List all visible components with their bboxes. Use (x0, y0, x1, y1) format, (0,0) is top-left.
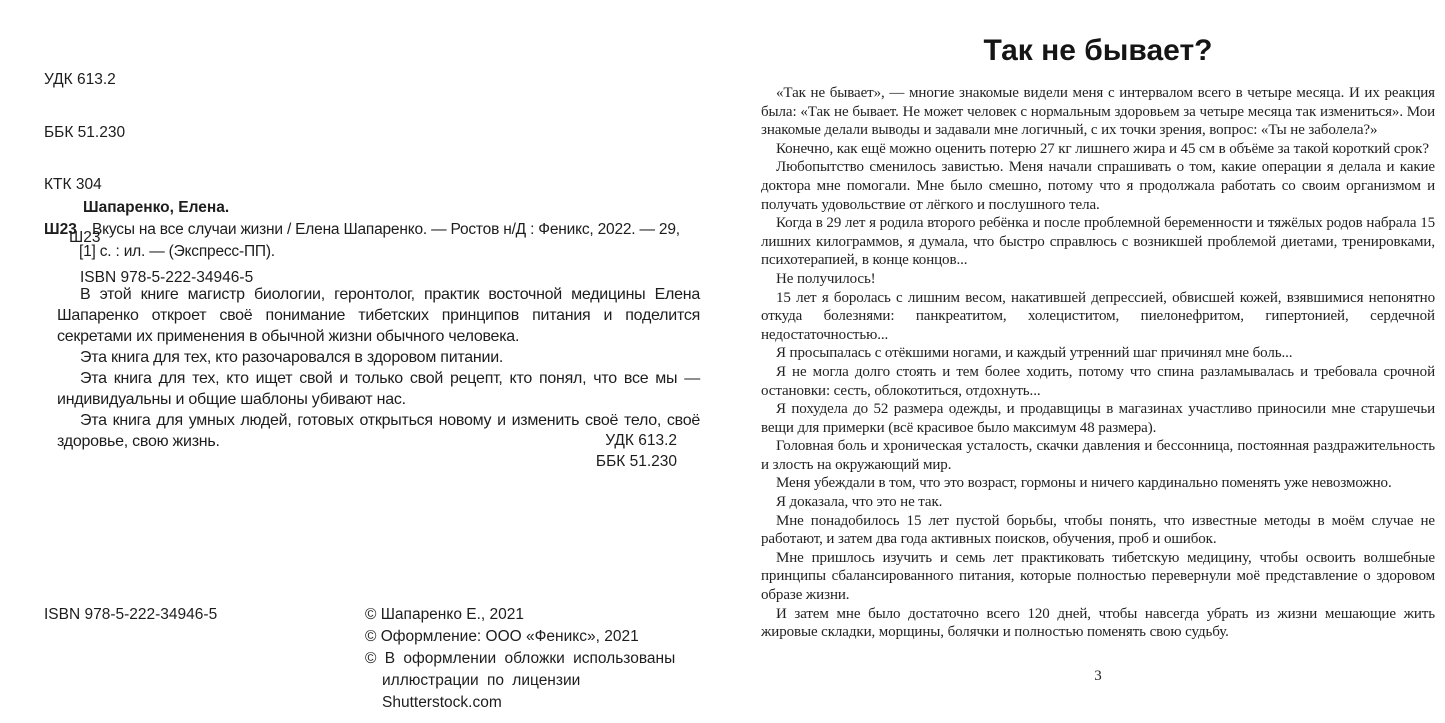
classification-codes-right (0, 430, 677, 472)
udc-code: УДК 613.2 (44, 71, 116, 88)
page-number: 3 (1094, 668, 1102, 684)
isbn-bottom: ISBN 978-5-222-34946-5 (44, 606, 218, 623)
body-paragraph: Головная боль и хроническая усталость, скачки давления и бессонница, постоянная раздражительность и злость на окружающий мир. (761, 438, 1435, 473)
body-paragraph: «Так не бывает», — многие знакомые видели меня с интервалом всего в четыре месяца. И их реакция была: «Так не бывает. Не может человек с нормальным здоровьем за четыре месяца так измениться». Мои знакомые делали выводы и задавали мне логичный, с их точки зрения, вопрос: «Ты не заболела?» (761, 85, 1435, 139)
body-paragraph: Мне понадобилось 15 лет пустой борьбы, чтобы понять, что известные методы в моём случае не работают, и затем два года активных поисков, обучения, проб и ошибок. (761, 512, 1435, 548)
copyright-cover: © В оформлении обложки использованы иллюстрации по лицензии Shutterstock.com (365, 650, 676, 711)
isbn-top: ISBN 978-5-222-34946-5 (80, 269, 254, 286)
body-paragraph: Я просыпалась с отёкшими ногами, и каждый утренний шаг причинял мне боль... (776, 345, 1293, 362)
body-paragraph: Я не могла долго стоять и тем более ходить, потому что спина разламывалась и требовала срочной остановки: сесть, облокотиться, отдохнуть... (761, 363, 1435, 399)
author-heading: Шапаренко, Елена. (83, 199, 230, 216)
annotation-paragraph: Эта книга для тех, кто ищет свой и только свой рецепт, кто понял, что все мы — индивидуальны и общие шаблоны убивают нас. (57, 370, 700, 408)
annotation-paragraph: Эта книга для тех, кто разочаровался в здоровом питании. (80, 349, 504, 366)
copyright-author: © Шапаренко Е., 2021 (365, 606, 524, 623)
chapter-page (761, 0, 1435, 723)
body-paragraph: Конечно, как ещё можно оценить потерю 27 кг лишнего жира и 45 см в объёме за такой короткий срок? (776, 140, 1429, 157)
bbk-code-right: ББК 51.230 (595, 453, 677, 470)
catalog-entry-row (44, 219, 704, 263)
bbk-code: ББК 51.230 (44, 123, 126, 141)
body-paragraph: Меня убеждали в том, что это возраст, гормоны и ничего кардинально поменять уже невозможно. (776, 475, 1392, 492)
body-paragraph: Мне пришлось изучить и семь лет практиковать тибетскую медицину, чтобы освоить волшебные принципы сбалансированного питания, которые полностью перевернули моё представление о здоровом образе жизни. (761, 549, 1435, 604)
chapter-title: Так не бывает? (983, 34, 1213, 67)
copyright-block (365, 604, 701, 714)
ktk-code: КТК 304 (44, 176, 102, 193)
body-paragraph: Когда в 29 лет я родила второго ребёнка и после проблемной беременности и тяжёлых родов набрала 15 лишних килограммов, я думала, что быстро справлюсь с возникшей проблемой диетами, тренировками, психотерапией, в конце концов... (761, 215, 1435, 269)
bibliographic-entry (44, 197, 704, 289)
annotation-paragraph: В этой книге магистр биологии, геронтолог, практик восточной медицины Елена Шапаренко откроет своё понимание тибетских принципов питания и поделится секретами их применения в обычной жизни обычного человека. (57, 286, 700, 345)
body-paragraph: Я похудела до 52 размера одежды, и продавщицы в магазинах участливо приносили мне старушечьи вещи для примерки (всё красивое было максимум 48 размера). (761, 401, 1435, 436)
body-paragraph: Любопытство сменилось завистью. Меня начали спрашивать о том, какие операции я делала и какие доктора мне помогали. Мне было смешно, потому что я продолжала работать со своим организмом и получать удовольствие от лёгкого и послушного тела. (761, 159, 1435, 213)
chapter-body-text (761, 84, 1435, 642)
catalog-entry-text: Вкусы на все случаи жизни / Елена Шапаренко. — Ростов н/Д : Феникс, 2022. — 29, [1] с. : ил. — (Экспресс-ПП). (79, 221, 680, 260)
entry-author-sign: Ш23 (44, 221, 77, 238)
body-paragraph: И затем мне было достаточно всего 120 дней, чтобы навсегда убрать из жизни мешающие жить жировые складки, морщины, болячки и полностью поменять свою судьбу. (761, 605, 1435, 641)
author-sign-code: Ш23 (69, 228, 101, 246)
book-annotation (57, 284, 700, 452)
copyright-design: © Оформление: ООО «Феникс», 2021 (365, 628, 639, 645)
body-paragraph: Я доказала, что это не так. (776, 494, 943, 511)
udc-code-right: УДК 613.2 (605, 432, 677, 449)
annotation-paragraph: Эта книга для умных людей, готовых открыться новому и изменить своё тело, своё здоровье, свою жизнь. (57, 412, 700, 450)
body-paragraph: 15 лет я боролась с лишним весом, накатившей депрессией, обвисшей кожей, взявшимися непонятно откуда болезнями: панкреатитом, холециститом, пиелонефритом, гипертонией, сердечной недостаточностью... (761, 289, 1435, 343)
body-paragraph: Не получилось! (776, 270, 876, 287)
